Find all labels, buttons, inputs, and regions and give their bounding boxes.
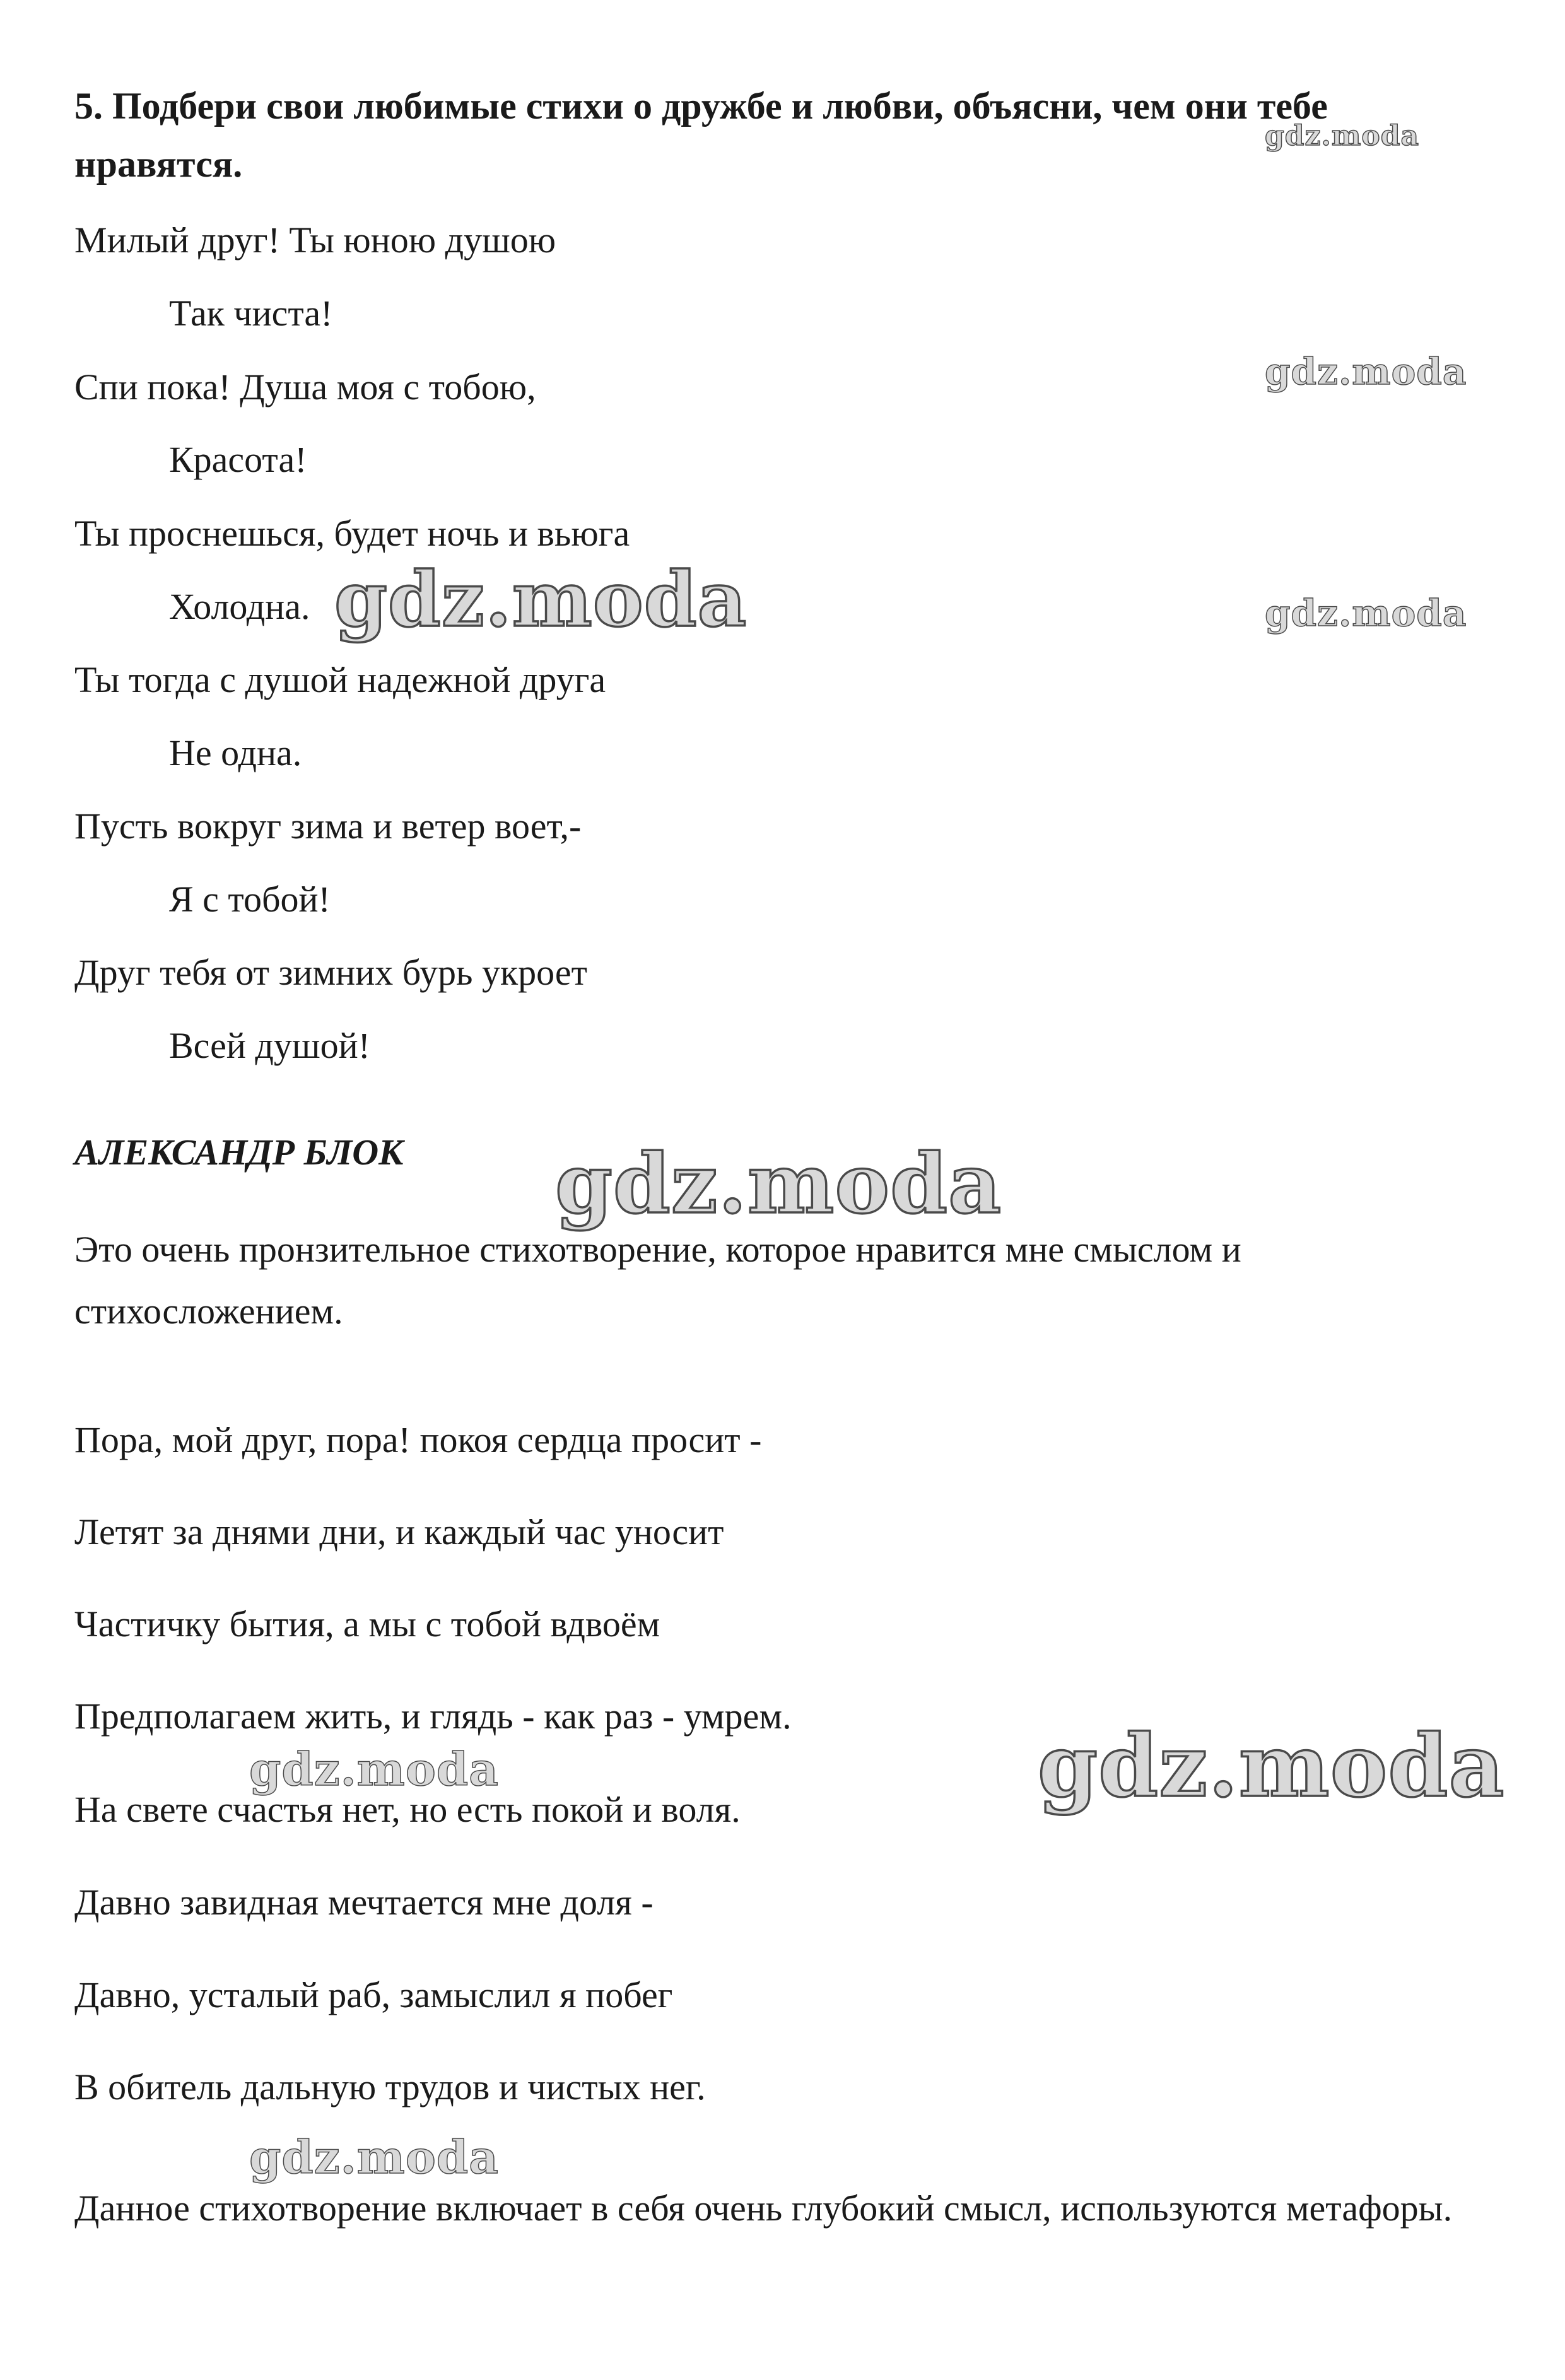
watermark: gdz.moda [1265, 120, 1420, 152]
poem2-line: Давно, усталый раб, замыслил я побег [74, 1974, 673, 2015]
poem2-line: В обитель дальную трудов и чистых нег. [74, 2066, 706, 2107]
poem1-line: Красота! [169, 439, 307, 480]
task-heading: 5. Подбери свои любимые стихи о дружбе и любви, объясни, чем они тебе нравятся. [74, 85, 1328, 185]
poem2-line: Давно завидная мечтается мне доля - [74, 1882, 654, 1923]
poem2-line: Летят за днями дни, и каждый час уносит [74, 1511, 724, 1552]
comment-paragraph: Данное стихотворение включает в себя очень глубокий смысл, используются метафоры. [74, 2188, 1453, 2229]
author-name: АЛЕКСАНДР БЛОК [74, 1132, 404, 1173]
watermark: gdz.moda [1038, 1716, 1505, 1817]
poem1-line: Так чиста! [169, 293, 333, 334]
poem1-line: Всей душой! [169, 1025, 370, 1066]
watermark: gdz.moda [1265, 592, 1467, 635]
comment-paragraph: Это очень пронзительное стихотворение, которое нравится мне смыслом и стихосложением. [74, 1229, 1241, 1332]
poem1-line: Не одна. [169, 732, 302, 773]
watermark: gdz.moda [334, 555, 747, 644]
watermark: gdz.moda [249, 2130, 499, 2184]
poem1-line: Ты тогда с душой надежной друга [74, 659, 606, 700]
poem2-line: Пора, мой друг, пора! покоя сердца просит - [74, 1419, 762, 1460]
poem2-line: На свете счастья нет, но есть покой и воля. [74, 1789, 741, 1830]
poem1-line: Я с тобой! [169, 879, 331, 920]
poem1-line: Пусть вокруг зима и ветер воет,- [74, 806, 582, 847]
watermark: gdz.moda [249, 1742, 499, 1796]
poem1-line: Холодна. [169, 586, 310, 627]
poem2-line: Частичку бытия, а мы с тобой вдвоём [74, 1603, 660, 1644]
watermark: gdz.moda [1265, 350, 1467, 393]
watermark: gdz.moda [555, 1135, 1002, 1232]
poem1-line: Ты проснешься, будет ночь и вьюга [74, 513, 630, 554]
poem1-line: Спи пока! Душа моя с тобою, [74, 366, 536, 407]
poem1-line: Друг тебя от зимних бурь укроет [74, 952, 587, 993]
poem2-line: Предполагаем жить, и глядь - как раз - умрем. [74, 1696, 792, 1737]
poem1-line: Милый друг! Ты юною душою [74, 220, 556, 261]
